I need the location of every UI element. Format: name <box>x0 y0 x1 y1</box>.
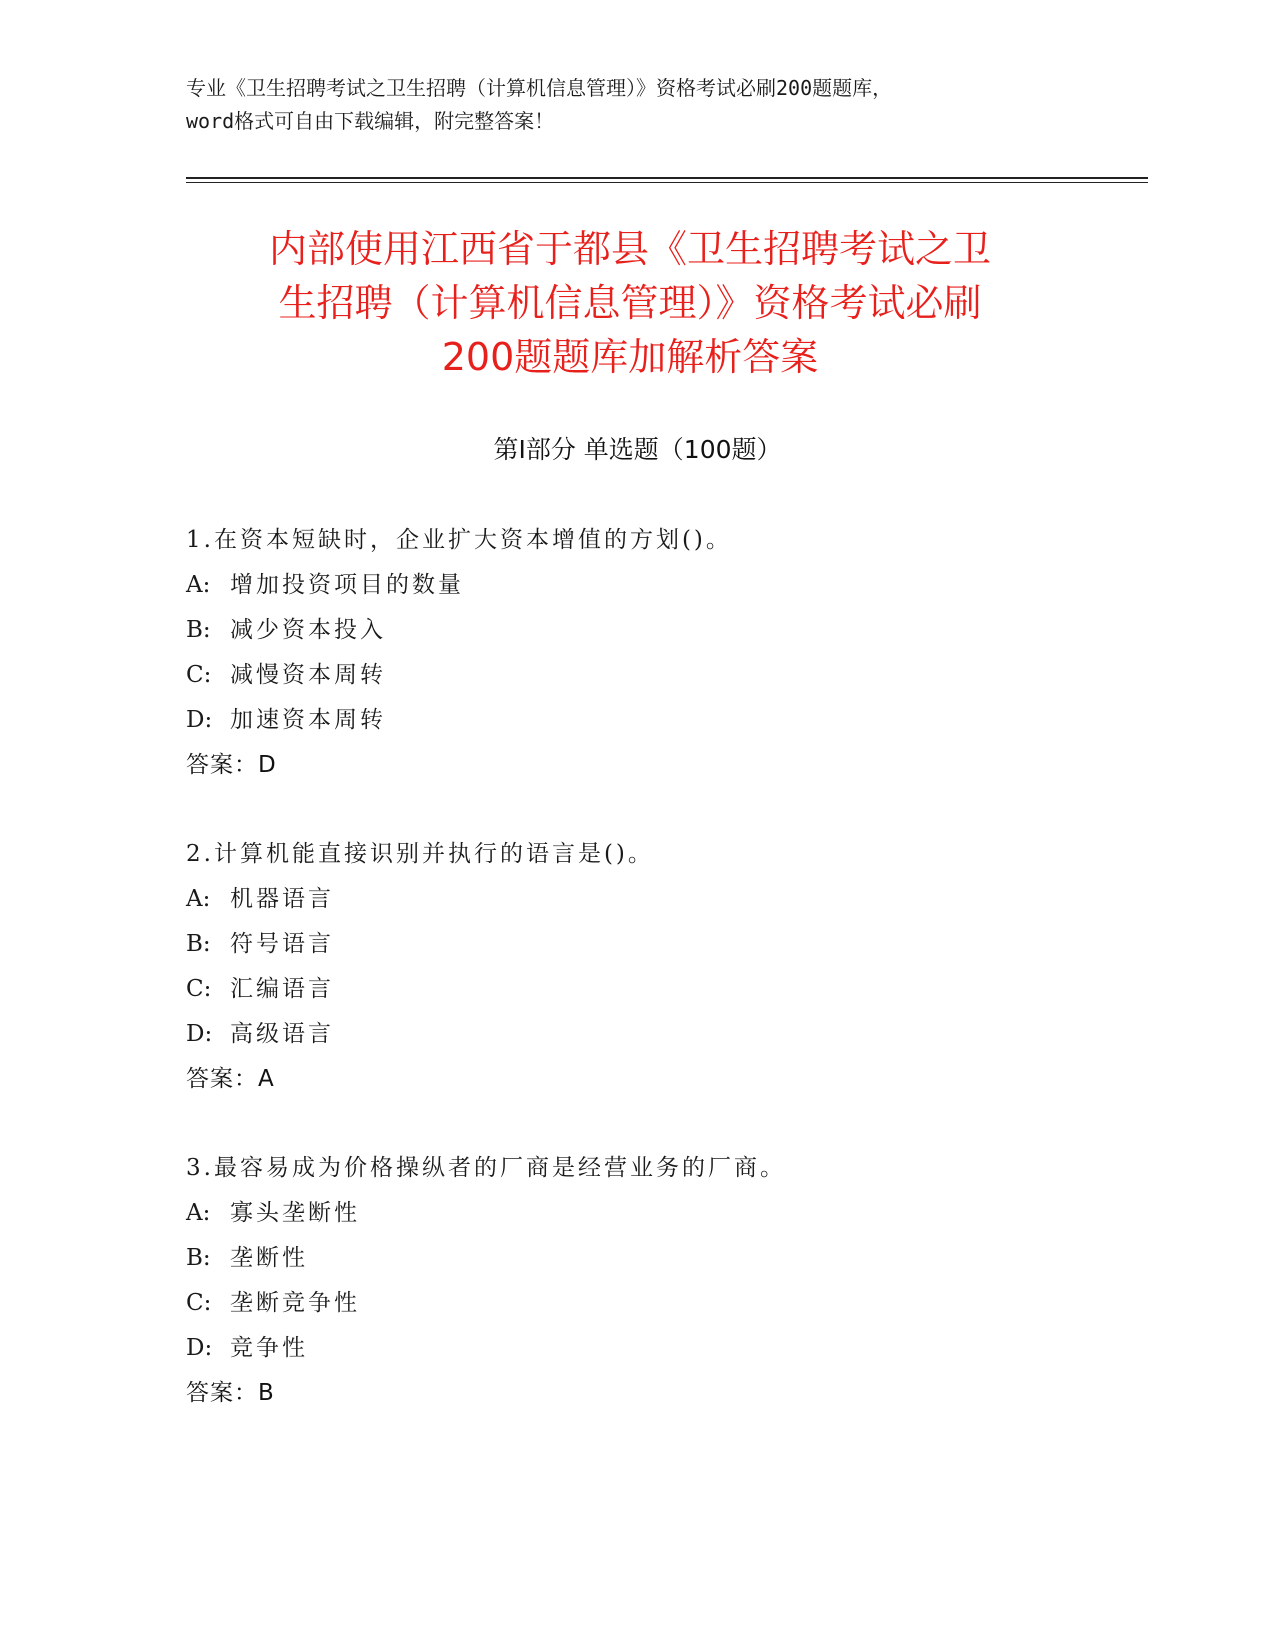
header-divider-thin <box>186 182 1148 183</box>
section-title: 第Ⅰ部分 单选题（100题） <box>493 435 782 464</box>
option-key: B: <box>186 931 211 957</box>
option-text: 增加投资项目的数量 <box>230 572 464 598</box>
option-b <box>186 1243 1146 1288</box>
option-text: 垄断性 <box>230 1245 308 1271</box>
option-key: B: <box>186 1245 211 1271</box>
option-text: 加速资本周转 <box>230 707 386 733</box>
option-text: 竞争性 <box>230 1335 308 1361</box>
option-key: D: <box>186 1021 213 1047</box>
option-text: 垄断竞争性 <box>230 1290 360 1316</box>
option-key: C: <box>186 662 212 688</box>
option-c <box>186 660 1146 705</box>
option-a <box>186 884 1146 929</box>
option-key: A: <box>186 1200 211 1226</box>
answer-line: 答案：B <box>186 1380 275 1406</box>
option-d <box>186 1333 1146 1378</box>
option-key: C: <box>186 976 212 1002</box>
question-3 <box>186 1153 1146 1423</box>
option-text: 寡头垄断性 <box>230 1200 360 1226</box>
option-c <box>186 1288 1146 1333</box>
option-key: B: <box>186 617 211 643</box>
option-b <box>186 615 1146 660</box>
option-text: 符号语言 <box>230 931 334 957</box>
question-2 <box>186 839 1146 1109</box>
option-text: 减少资本投入 <box>230 617 386 643</box>
question-stem: 1.在资本短缺时，企业扩大资本增值的方划()。 <box>186 527 732 553</box>
document-title-line-1: 内部使用江西省于都县《卫生招聘考试之卫 <box>268 227 991 271</box>
question-stem: 2.计算机能直接识别并执行的语言是()。 <box>186 841 654 867</box>
option-key: A: <box>186 886 211 912</box>
option-b <box>186 929 1146 974</box>
document-title-line-3: 200题题库加解析答案 <box>441 335 819 379</box>
option-key: A: <box>186 572 211 598</box>
document-title-line-2: 生招聘（计算机信息管理）》资格考试必刷 <box>278 281 982 325</box>
option-text: 机器语言 <box>230 886 334 912</box>
question-stem: 3.最容易成为价格操纵者的厂商是经营业务的厂商。 <box>186 1155 786 1181</box>
question-list <box>186 525 1146 1467</box>
answer-line: 答案：D <box>186 752 277 778</box>
option-c <box>186 974 1146 1019</box>
option-key: C: <box>186 1290 212 1316</box>
option-key: D: <box>186 1335 213 1361</box>
option-text: 高级语言 <box>230 1021 334 1047</box>
option-text: 汇编语言 <box>230 976 334 1002</box>
header-divider-thick <box>186 177 1148 179</box>
header-note-line-1: 专业《卫生招聘考试之卫生招聘（计算机信息管理）》资格考试必刷200题题库， <box>186 76 893 100</box>
option-text: 减慢资本周转 <box>230 662 386 688</box>
header-note <box>186 72 1086 138</box>
option-key: D: <box>186 707 213 733</box>
option-a <box>186 570 1146 615</box>
answer-line: 答案：A <box>186 1066 275 1092</box>
option-d <box>186 1019 1146 1064</box>
option-d <box>186 705 1146 750</box>
document-title <box>150 222 1110 384</box>
question-1 <box>186 525 1146 795</box>
header-note-line-2: word格式可自由下载编辑，附完整答案！ <box>186 109 555 133</box>
option-a <box>186 1198 1146 1243</box>
